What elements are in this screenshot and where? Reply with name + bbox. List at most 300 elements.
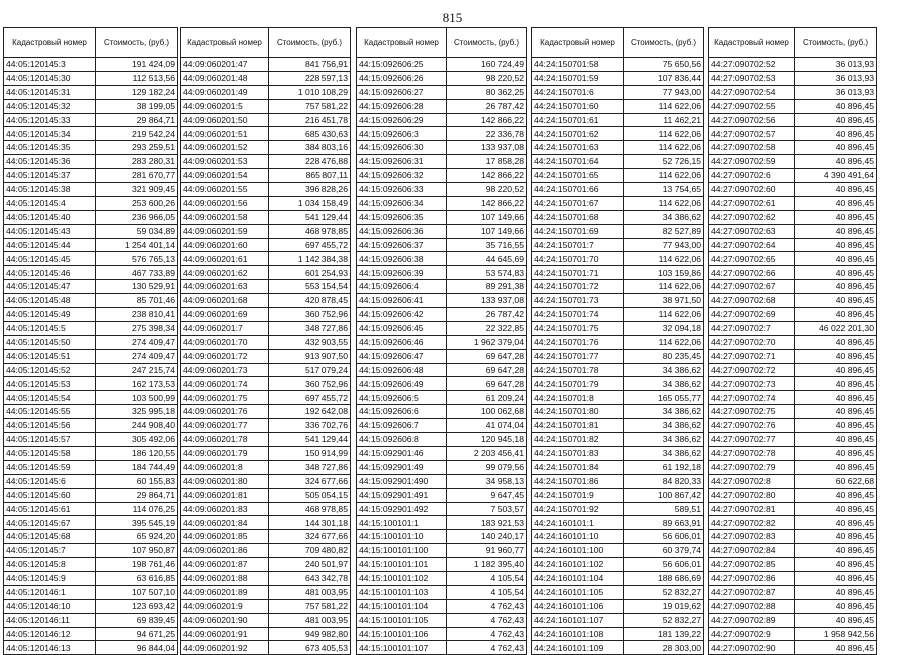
cadastral-number-cell: 44:05:120145:8	[4, 558, 96, 572]
cost-cell: 32 094,18	[624, 321, 704, 335]
cost-cell: 114 622,06	[624, 252, 704, 266]
cost-cell: 114 622,06	[624, 99, 704, 113]
cost-cell: 38 971,50	[624, 294, 704, 308]
table-row	[532, 183, 704, 197]
cost-cell: 142 866,22	[447, 113, 527, 127]
cost-cell: 40 896,45	[795, 294, 877, 308]
table-row	[357, 238, 527, 252]
cost-cell: 949 982,80	[269, 627, 351, 641]
cost-cell: 324 677,66	[269, 530, 351, 544]
cost-cell: 247 215,74	[96, 363, 178, 377]
cost-cell: 283 280,31	[96, 155, 178, 169]
table-row	[709, 419, 877, 433]
table-row	[4, 544, 178, 558]
cadastral-number-cell: 44:27:090702:68	[709, 294, 795, 308]
table-row	[181, 99, 351, 113]
cost-cell: 56 606,01	[624, 530, 704, 544]
cost-cell: 40 896,45	[795, 155, 877, 169]
cadastral-number-cell: 44:24:150701:79	[532, 377, 624, 391]
table-row	[709, 196, 877, 210]
cost-cell: 107 507,10	[96, 585, 178, 599]
table-row	[357, 627, 527, 641]
cadastral-number-cell: 44:05:120145:32	[4, 99, 96, 113]
cadastral-number-cell: 44:15:092901:492	[357, 502, 447, 516]
table-row	[709, 155, 877, 169]
table-row	[4, 516, 178, 530]
table-row	[709, 238, 877, 252]
table-row	[4, 321, 178, 335]
cost-cell: 69 647,28	[447, 377, 527, 391]
cadastral-number-cell: 44:15:100101:101	[357, 558, 447, 572]
cost-cell: 107 149,66	[447, 210, 527, 224]
cost-cell: 40 896,45	[795, 349, 877, 363]
cost-cell: 240 501,97	[269, 558, 351, 572]
cost-cell: 40 896,45	[795, 419, 877, 433]
cadastral-number-cell: 44:24:150701:8	[532, 391, 624, 405]
cost-cell: 228 476,88	[269, 155, 351, 169]
cost-cell: 112 513,56	[96, 71, 178, 85]
cadastral-number-cell: 44:15:092606:37	[357, 238, 447, 252]
cadastral-number-cell: 44:09:060201:59	[181, 224, 269, 238]
cadastral-number-cell: 44:09:060201:79	[181, 446, 269, 460]
table-row	[181, 266, 351, 280]
cadastral-number-cell: 44:09:060201:5	[181, 99, 269, 113]
cost-cell: 107 149,66	[447, 224, 527, 238]
cadastral-number-cell: 44:09:060201:85	[181, 530, 269, 544]
cost-cell: 107 950,87	[96, 544, 178, 558]
table-row	[181, 474, 351, 488]
table-row	[4, 280, 178, 294]
cost-cell: 40 896,45	[795, 127, 877, 141]
cadastral-number-cell: 44:15:092901:491	[357, 488, 447, 502]
cadastral-number-cell: 44:05:120145:45	[4, 252, 96, 266]
cost-cell: 91 960,77	[447, 544, 527, 558]
cadastral-number-cell: 44:05:120145:7	[4, 544, 96, 558]
cost-cell: 40 896,45	[795, 252, 877, 266]
cadastral-number-cell: 44:27:090702:79	[709, 460, 795, 474]
cost-cell: 40 896,45	[795, 571, 877, 585]
table-row	[357, 349, 527, 363]
cost-cell: 75 650,56	[624, 58, 704, 72]
cost-cell: 60 379,74	[624, 544, 704, 558]
table-row	[709, 502, 877, 516]
cost-cell: 120 945,18	[447, 433, 527, 447]
cadastral-number-cell: 44:24:160101:1	[532, 516, 624, 530]
cost-cell: 541 129,44	[269, 210, 351, 224]
table-row	[181, 196, 351, 210]
cost-cell: 1 010 108,29	[269, 85, 351, 99]
table-row	[532, 391, 704, 405]
cost-cell: 107 836,44	[624, 71, 704, 85]
cadastral-number-cell: 44:24:150701:69	[532, 224, 624, 238]
cost-cell: 9 647,45	[447, 488, 527, 502]
table-row	[357, 169, 527, 183]
table-row	[532, 627, 704, 641]
table-row	[181, 641, 351, 655]
cadastral-number-cell: 44:27:090702:59	[709, 155, 795, 169]
cost-cell: 40 896,45	[795, 280, 877, 294]
cost-cell: 219 542,24	[96, 127, 178, 141]
cadastral-number-cell: 44:27:090702:9	[709, 627, 795, 641]
cost-cell: 114 622,06	[624, 141, 704, 155]
cadastral-number-cell: 44:15:092606:45	[357, 321, 447, 335]
cadastral-number-cell: 44:09:060201:78	[181, 433, 269, 447]
table-row	[532, 613, 704, 627]
table-row	[4, 613, 178, 627]
cadastral-number-cell: 44:09:060201:87	[181, 558, 269, 572]
table-row	[4, 391, 178, 405]
table-row	[357, 294, 527, 308]
table-row	[4, 196, 178, 210]
cadastral-number-cell: 44:09:060201:49	[181, 85, 269, 99]
cost-cell: 56 606,01	[624, 558, 704, 572]
cost-cell: 160 724,49	[447, 58, 527, 72]
cost-cell: 321 909,45	[96, 183, 178, 197]
table-row	[357, 210, 527, 224]
cadastral-number-cell: 44:05:120145:49	[4, 308, 96, 322]
cost-cell: 98 220,52	[447, 183, 527, 197]
cadastral-number-cell: 44:27:090702:66	[709, 266, 795, 280]
cost-cell: 40 896,45	[795, 210, 877, 224]
cadastral-number-cell: 44:27:090702:8	[709, 474, 795, 488]
cadastral-number-cell: 44:05:120145:44	[4, 238, 96, 252]
cadastral-number-cell: 44:09:060201:61	[181, 252, 269, 266]
cost-cell: 40 896,45	[795, 238, 877, 252]
cost-cell: 293 259,51	[96, 141, 178, 155]
table-row	[532, 377, 704, 391]
table-row	[709, 183, 877, 197]
table-row	[181, 433, 351, 447]
cadastral-number-cell: 44:05:120145:48	[4, 294, 96, 308]
cost-cell: 22 322,85	[447, 321, 527, 335]
cost-cell: 60 155,83	[96, 474, 178, 488]
table-row	[532, 446, 704, 460]
table-row	[181, 308, 351, 322]
cadastral-number-cell: 44:24:150701:65	[532, 169, 624, 183]
cadastral-number-cell: 44:24:150701:59	[532, 71, 624, 85]
cadastral-number-cell: 44:05:120146:1	[4, 585, 96, 599]
table-row	[4, 266, 178, 280]
table-row	[709, 321, 877, 335]
cadastral-number-cell: 44:27:090702:85	[709, 558, 795, 572]
cost-cell: 40 896,45	[795, 224, 877, 238]
cost-cell: 77 943,00	[624, 238, 704, 252]
table-row	[532, 405, 704, 419]
cadastral-number-cell: 44:27:090702:82	[709, 516, 795, 530]
cost-cell: 40 896,45	[795, 558, 877, 572]
cadastral-number-cell: 44:05:120145:47	[4, 280, 96, 294]
table-row	[709, 349, 877, 363]
cost-cell: 324 677,66	[269, 474, 351, 488]
table-row	[181, 460, 351, 474]
table-row	[709, 544, 877, 558]
table-row	[532, 321, 704, 335]
cadastral-number-cell: 44:15:092606:31	[357, 155, 447, 169]
cadastral-number-cell: 44:05:120145:52	[4, 363, 96, 377]
table-row	[709, 460, 877, 474]
table-row	[532, 530, 704, 544]
cadastral-number-cell: 44:15:092606:6	[357, 405, 447, 419]
table-row	[532, 141, 704, 155]
cost-cell: 100 867,42	[624, 488, 704, 502]
table-row	[357, 85, 527, 99]
cadastral-number-cell: 44:09:060201:69	[181, 308, 269, 322]
cadastral-number-cell: 44:09:060201:83	[181, 502, 269, 516]
cadastral-number-cell: 44:27:090702:72	[709, 363, 795, 377]
cost-cell: 384 803,16	[269, 141, 351, 155]
table-row	[4, 460, 178, 474]
table-row	[4, 58, 178, 72]
cadastral-number-cell: 44:15:092606:41	[357, 294, 447, 308]
table-row	[532, 349, 704, 363]
cadastral-number-cell: 44:27:090702:56	[709, 113, 795, 127]
header-cost: Стоимость, (руб.)	[447, 28, 527, 58]
table-row	[357, 433, 527, 447]
table-row	[181, 294, 351, 308]
table-row	[709, 224, 877, 238]
table-row	[181, 571, 351, 585]
table-row	[709, 530, 877, 544]
cost-cell: 34 386,62	[624, 210, 704, 224]
cadastral-number-cell: 44:27:090702:64	[709, 238, 795, 252]
table-row	[4, 127, 178, 141]
cadastral-number-cell: 44:15:100101:106	[357, 627, 447, 641]
cost-cell: 228 597,13	[269, 71, 351, 85]
cadastral-number-cell: 44:27:090702:63	[709, 224, 795, 238]
cadastral-number-cell: 44:24:150701:92	[532, 502, 624, 516]
cost-cell: 40 896,45	[795, 99, 877, 113]
cost-cell: 69 647,28	[447, 349, 527, 363]
table-row	[181, 238, 351, 252]
table-row	[709, 446, 877, 460]
cost-cell: 40 896,45	[795, 544, 877, 558]
table-row	[709, 627, 877, 641]
cadastral-number-cell: 44:15:092606:7	[357, 419, 447, 433]
cost-cell: 467 733,89	[96, 266, 178, 280]
cost-cell: 98 220,52	[447, 71, 527, 85]
cadastral-number-cell: 44:24:150701:7	[532, 238, 624, 252]
cadastral-number-cell: 44:05:120145:5	[4, 321, 96, 335]
cost-cell: 643 342,78	[269, 571, 351, 585]
table-row	[709, 99, 877, 113]
cadastral-number-cell: 44:09:060201:56	[181, 196, 269, 210]
cadastral-number-cell: 44:24:150701:70	[532, 252, 624, 266]
header-cost: Стоимость, (руб.)	[795, 28, 877, 58]
table-row	[4, 377, 178, 391]
cost-cell: 40 896,45	[795, 405, 877, 419]
table-row	[181, 155, 351, 169]
cost-cell: 53 574,83	[447, 266, 527, 280]
cost-cell: 40 896,45	[795, 599, 877, 613]
cadastral-number-cell: 44:15:092901:49	[357, 460, 447, 474]
cadastral-number-cell: 44:05:120145:38	[4, 183, 96, 197]
cost-cell: 198 761,46	[96, 558, 178, 572]
cost-cell: 114 622,06	[624, 127, 704, 141]
table-row	[4, 210, 178, 224]
cadastral-number-cell: 44:15:092606:5	[357, 391, 447, 405]
cadastral-number-cell: 44:09:060201:60	[181, 238, 269, 252]
cost-cell: 4 762,43	[447, 599, 527, 613]
cadastral-number-cell: 44:15:092606:25	[357, 58, 447, 72]
cadastral-number-cell: 44:24:150701:58	[532, 58, 624, 72]
table-row	[4, 252, 178, 266]
table-row	[532, 488, 704, 502]
cadastral-number-cell: 44:05:120145:59	[4, 460, 96, 474]
table-row	[357, 474, 527, 488]
cost-cell: 216 451,78	[269, 113, 351, 127]
table-row	[4, 488, 178, 502]
cost-cell: 468 978,85	[269, 224, 351, 238]
table-row	[532, 266, 704, 280]
cost-cell: 40 896,45	[795, 377, 877, 391]
table-row	[709, 210, 877, 224]
cost-cell: 481 003,95	[269, 613, 351, 627]
cost-cell: 4 762,43	[447, 613, 527, 627]
table-row	[357, 280, 527, 294]
cadastral-number-cell: 44:05:120145:46	[4, 266, 96, 280]
cadastral-number-cell: 44:15:092606:3	[357, 127, 447, 141]
cost-cell: 84 820,33	[624, 474, 704, 488]
cadastral-number-cell: 44:24:160101:100	[532, 544, 624, 558]
cadastral-number-cell: 44:24:150701:67	[532, 196, 624, 210]
cost-cell: 1 962 379,04	[447, 335, 527, 349]
cadastral-number-cell: 44:09:060201:73	[181, 363, 269, 377]
cost-cell: 40 896,45	[795, 196, 877, 210]
cadastral-number-cell: 44:05:120145:35	[4, 141, 96, 155]
cost-cell: 129 182,24	[96, 85, 178, 99]
cost-cell: 40 896,45	[795, 460, 877, 474]
cost-cell: 2 203 456,41	[447, 446, 527, 460]
cost-cell: 40 896,45	[795, 446, 877, 460]
cadastral-number-cell: 44:09:060201:51	[181, 127, 269, 141]
cadastral-number-cell: 44:27:090702:80	[709, 488, 795, 502]
table-row	[709, 585, 877, 599]
cost-cell: 1 958 942,56	[795, 627, 877, 641]
table-row	[181, 391, 351, 405]
cost-cell: 184 744,49	[96, 460, 178, 474]
table-row	[181, 613, 351, 627]
cost-cell: 103 159,86	[624, 266, 704, 280]
cadastral-number-cell: 44:09:060201:76	[181, 405, 269, 419]
cadastral-number-cell: 44:09:060201:80	[181, 474, 269, 488]
cadastral-number-cell: 44:09:060201:52	[181, 141, 269, 155]
table-row	[709, 613, 877, 627]
cadastral-number-cell: 44:09:060201:55	[181, 183, 269, 197]
table-row	[4, 335, 178, 349]
table-row	[532, 585, 704, 599]
cadastral-number-cell: 44:24:150701:64	[532, 155, 624, 169]
cost-cell: 44 645,69	[447, 252, 527, 266]
cost-cell: 325 995,18	[96, 405, 178, 419]
cadastral-number-cell: 44:09:060201:77	[181, 419, 269, 433]
cost-cell: 52 832,27	[624, 613, 704, 627]
cadastral-number-cell: 44:05:120146:12	[4, 627, 96, 641]
table-row	[709, 280, 877, 294]
cost-cell: 85 701,46	[96, 294, 178, 308]
cadastral-number-cell: 44:09:060201:70	[181, 335, 269, 349]
cadastral-number-cell: 44:05:120145:4	[4, 196, 96, 210]
cost-cell: 505 054,15	[269, 488, 351, 502]
cadastral-number-cell: 44:15:092606:36	[357, 224, 447, 238]
cost-cell: 4 390 491,64	[795, 169, 877, 183]
table-row	[4, 585, 178, 599]
table-row	[532, 113, 704, 127]
cadastral-number-cell: 44:24:150701:63	[532, 141, 624, 155]
table-row	[709, 391, 877, 405]
cost-cell: 236 966,05	[96, 210, 178, 224]
cadastral-number-cell: 44:24:150701:86	[532, 474, 624, 488]
cadastral-number-cell: 44:05:120145:55	[4, 405, 96, 419]
cadastral-number-cell: 44:15:092606:48	[357, 363, 447, 377]
cost-cell: 40 896,45	[795, 113, 877, 127]
cost-cell: 133 937,08	[447, 294, 527, 308]
cadastral-number-cell: 44:24:150701:81	[532, 419, 624, 433]
table-row	[532, 252, 704, 266]
table-row	[181, 169, 351, 183]
cost-cell: 40 896,45	[795, 335, 877, 349]
table-row	[181, 585, 351, 599]
cost-cell: 685 430,63	[269, 127, 351, 141]
cost-cell: 183 921,53	[447, 516, 527, 530]
cadastral-number-cell: 44:24:150701:9	[532, 488, 624, 502]
cost-cell: 4 762,43	[447, 627, 527, 641]
table-row	[709, 363, 877, 377]
table-row	[4, 308, 178, 322]
cost-cell: 395 545,19	[96, 516, 178, 530]
table-row	[4, 224, 178, 238]
cost-cell: 4 762,43	[447, 641, 527, 655]
table-row	[181, 58, 351, 72]
cadastral-number-cell: 44:09:060201:7	[181, 321, 269, 335]
cadastral-number-cell: 44:05:120145:9	[4, 571, 96, 585]
cadastral-number-cell: 44:24:150701:73	[532, 294, 624, 308]
table-row	[532, 335, 704, 349]
cadastral-number-cell: 44:24:150701:66	[532, 183, 624, 197]
table-row	[532, 280, 704, 294]
cadastral-number-cell: 44:09:060201:50	[181, 113, 269, 127]
cost-cell: 188 686,69	[624, 571, 704, 585]
table-row	[357, 224, 527, 238]
cost-cell: 1 254 401,14	[96, 238, 178, 252]
cadastral-number-cell: 44:05:120145:56	[4, 419, 96, 433]
table-row	[532, 308, 704, 322]
cadastral-number-cell: 44:15:100101:100	[357, 544, 447, 558]
table-row	[357, 266, 527, 280]
cadastral-number-cell: 44:27:090702:7	[709, 321, 795, 335]
cost-cell: 191 424,09	[96, 58, 178, 72]
table-row	[709, 308, 877, 322]
table-row	[709, 85, 877, 99]
cadastral-number-cell: 44:05:120146:10	[4, 599, 96, 613]
cadastral-number-cell: 44:09:060201:8	[181, 460, 269, 474]
cost-cell: 709 480,82	[269, 544, 351, 558]
cost-cell: 165 055,77	[624, 391, 704, 405]
table-row	[181, 419, 351, 433]
cost-cell: 114 622,06	[624, 335, 704, 349]
cost-cell: 673 405,53	[269, 641, 351, 655]
cadastral-number-cell: 44:24:160101:102	[532, 558, 624, 572]
cadastral-number-cell: 44:27:090702:83	[709, 530, 795, 544]
cost-cell: 22 336,78	[447, 127, 527, 141]
cost-cell: 34 386,62	[624, 433, 704, 447]
cost-cell: 40 896,45	[795, 585, 877, 599]
cadastral-number-cell: 44:05:120145:58	[4, 446, 96, 460]
cadastral-number-cell: 44:15:092901:490	[357, 474, 447, 488]
table-row	[357, 599, 527, 613]
cadastral-number-cell: 44:05:120145:31	[4, 85, 96, 99]
table-row	[181, 488, 351, 502]
table-row	[709, 558, 877, 572]
